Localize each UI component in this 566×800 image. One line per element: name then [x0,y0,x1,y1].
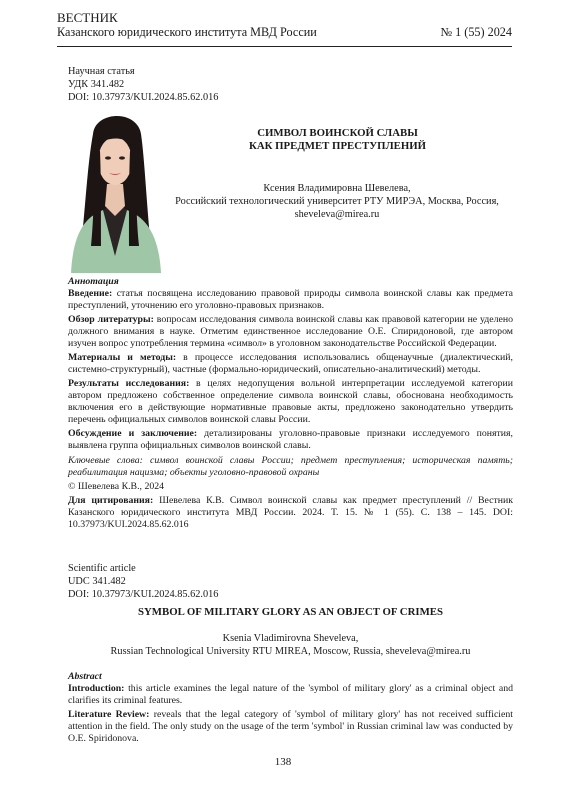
title-line1: СИМВОЛ ВОИНСКОЙ СЛАВЫ [257,127,418,139]
author-photo [65,106,165,273]
label: Обсуждение и заключение: [68,428,198,440]
abstract-discussion [68,428,513,452]
abstract-literature [68,314,513,350]
udc: УДК 341.482 [68,78,125,90]
abstract-heading-en: Abstract [68,671,102,682]
text: this article examines the legal nature of the 'symbol of military glory' as a criminal object and clarifies its criminal features. [68,682,513,706]
abstract-introduction-en [68,683,513,707]
title-line2: КАК ПРЕДМЕТ ПРЕСТУПЛЕНИЙ [248,140,427,152]
author-affiliation: Российский технологический университет РТУ МИРЭА, Москва, Россия, [175,195,499,207]
label: Обзор литературы: [68,314,154,326]
article-type-en: Scientific article [68,563,136,574]
issue-number: № 1 (55) 2024 [440,25,512,39]
label: Результаты исследования: [68,378,190,390]
text: вопросам исследования символа воинской славы как правовой категории не уделено должного внимания в науке. Отметим единственное исследование О.Е. Спиридоновой, где автором изучен вопрос употребления термина «символ» в уголовном законодательстве Российской Федерации. [68,314,513,349]
abstract-ru [68,276,513,533]
abstract-en [68,671,513,747]
journal-name-line2: Казанского юридического института МВД России [57,25,317,39]
label: Для цитирования: [68,495,154,507]
abstract-literature-en [68,709,513,745]
page-number: 138 [274,756,292,768]
author-block-ru [167,183,507,221]
label: Literature Review: [68,709,150,721]
abstract-heading: Аннотация [68,276,119,287]
header-rule [57,46,512,47]
abstract-methods [68,352,513,376]
abstract-introduction [68,288,513,312]
article-title-en: SYMBOL OF MILITARY GLORY AS AN OBJECT OF CRIMES [138,606,443,618]
author-photo-illustration [65,106,165,273]
doi-en: DOI: 10.37973/KUI.2024.85.62.016 [68,588,219,600]
doi: DOI: 10.37973/KUI.2024.85.62.016 [68,91,219,103]
text: детализированы уголовно-правовые признаки исследуемого понятия, выявлена группа официальных символов воинской славы. [68,428,513,452]
label: Введение: [68,287,113,299]
text: reveals that the legal category of 'symbol of military glory' has not received sufficient attention in the field. The only study on the usage of the term 'symbol' in Russian criminal law was conducted by O.E. Spiridonova. [68,709,513,744]
text: в процессе исследования использовались общенаучные (диалектический, системно-структурный), частные (формально-юридический, описательно-аналитический) методы. [68,352,513,376]
keywords: Ключевые слова: символ воинской славы России; предмет преступления; историческая память; реабилитация нацизма; объекты уголовно-правовой охраны [68,454,513,478]
udc-en: UDC 341.482 [68,575,126,587]
author-name: Ксения Владимировна Шевелева, [263,183,411,194]
author-name-en: Ksenia Vladimirovna Sheveleva, [222,633,359,644]
label: Материалы и методы: [68,352,177,364]
article-meta-en [68,563,218,601]
citation [68,495,513,531]
abstract-results [68,378,513,426]
journal-header [57,10,512,40]
author-email: sheveleva@mirea.ru [294,208,380,220]
copyright: © Шевелева К.В., 2024 [68,480,165,492]
label: Introduction: [68,682,125,694]
article-meta-ru [68,66,218,104]
author-affiliation-en: Russian Technological University RTU MIREA, Moscow, Russia, sheveleva@mirea.ru [110,645,471,657]
text: в целях недопущения вольной интерпретации исследуемой категории автором предложено собственное определение символа воинской славы, обоснована необходимость включения его в действующие нормативные правовые акты, предложено законодательно утвердить перечень официальных символов воинской славы России. [68,378,513,426]
text: Шевелева К.В. Символ воинской славы как предмет преступлений // Вестник Казанского юридического института МВД России. 2024. Т. 15. № 1 (55). С. 138 – 145. DOI: 10.37973/KUI.2024.85.62.016 [68,495,513,530]
author-block-en [68,633,513,659]
text: статья посвящена исследованию правовой природы символа воинской славы как предмета преступлений, уточнению его уголовно-правовых признаков. [68,287,513,311]
journal-name-line1: ВЕСТНИК [57,10,118,25]
article-type: Научная статья [68,66,135,77]
article-title-ru [225,127,450,153]
